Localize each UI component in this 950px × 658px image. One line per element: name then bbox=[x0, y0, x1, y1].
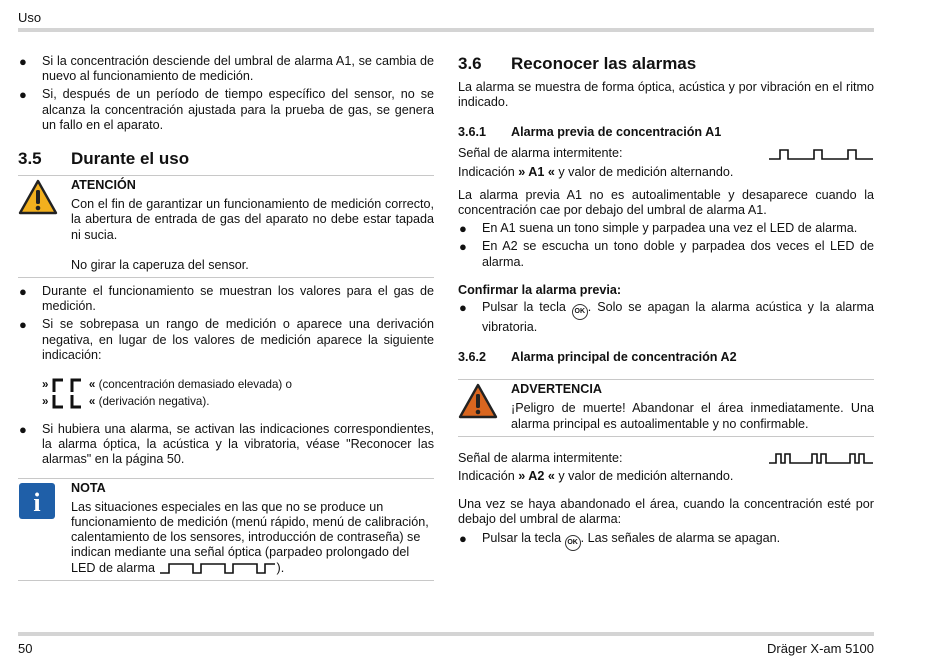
list-item: ● En A1 suena un tono simple y parpadea una vez el LED de alarma. bbox=[459, 221, 858, 237]
ok-key-icon: OK bbox=[565, 535, 581, 551]
list-item: ● Pulsar la tecla OK . Las señales de alarma se apagan. bbox=[458, 531, 874, 551]
caution-text: Con el fin de garantizar un funcionamiento de medición correcto, la abertura de entrada de gas del aparato no debe estar tapada ni sucia. bbox=[71, 197, 434, 242]
info-icon bbox=[18, 481, 71, 576]
display-line-overrange: » « (concentración demasiado elevada) o bbox=[42, 378, 292, 392]
signal-line-a2: Señal de alarma intermitente: bbox=[458, 451, 874, 466]
top-bullet-list bbox=[18, 54, 434, 133]
caution-text-2: No girar la caperuza del sensor. bbox=[71, 257, 249, 272]
caution-title: ATENCIÓN bbox=[71, 178, 136, 193]
a1-description: La alarma previa A1 no es autoalimentable y desaparece cuando la concentración cae por debajo del umbral de alarma A1. bbox=[458, 187, 874, 218]
caution-box bbox=[18, 175, 434, 278]
intro-text: La alarma se muestra de forma óptica, acústica y por vibración en el ritmo indicado. bbox=[458, 80, 874, 110]
note-text: Las situaciones especiales en las que no se produce un funcionamiento de medición (menú rápido, menú de calibración, calentamiento de los sensores, introducción de contraseña) se indican mediante una señal óptica (parpadeo prolongado del LED de alarma ). bbox=[71, 499, 429, 575]
note-box bbox=[18, 478, 434, 581]
subsection-heading-3-6-1: 3.6.1 Alarma previa de concentración A1 bbox=[458, 125, 722, 140]
section-heading-3-5: 3.5 Durante el uso bbox=[18, 149, 190, 169]
header-rule bbox=[18, 28, 874, 32]
alarm-bullet-list bbox=[18, 422, 434, 468]
display-line-negative: » « (derivación negativa). bbox=[42, 395, 210, 409]
display-indication bbox=[18, 376, 434, 410]
product-name: Dräger X-am 5100 bbox=[767, 641, 874, 656]
ok-key-icon: OK bbox=[572, 304, 588, 320]
indication-a1: Indicación » A1 « y valor de medición alternando. bbox=[458, 164, 734, 179]
confirm-bullet-list bbox=[458, 300, 874, 335]
left-column bbox=[18, 54, 434, 581]
list-item: ● Si hubiera una alarma, se activan las indicaciones correspondientes, la alarma óptica, la acústica y la vibratoria, véase "Reconocer las alarmas" en la página 50. bbox=[19, 422, 434, 467]
header-section: Uso bbox=[18, 10, 42, 25]
section-heading-3-6: 3.6 Reconocer las alarmas bbox=[458, 54, 697, 73]
a2-description: Una vez se haya abandonado el área, cuando la concentración esté por debajo del umbral de alarma: bbox=[458, 497, 874, 527]
long-blink-signal-icon bbox=[159, 561, 277, 575]
a1-bullet-list bbox=[458, 221, 874, 270]
note-title: NOTA bbox=[71, 480, 106, 495]
caution-icon bbox=[18, 178, 71, 273]
warning-box bbox=[458, 379, 874, 437]
single-blink-signal-icon bbox=[768, 147, 874, 161]
list-item: ● Durante el funcionamiento se muestran los valores para el gas de medición. bbox=[19, 284, 434, 314]
warning-text: ¡Peligro de muerte! Abandonar el área inmediatamente. Una alarma principal es autoalimentable y no confirmable. bbox=[511, 401, 874, 431]
subsection-heading-3-6-2: 3.6.2 Alarma principal de concentración A2 bbox=[458, 350, 737, 365]
page-number: 50 bbox=[18, 641, 33, 656]
indication-a2: Indicación » A2 « y valor de medición alternando. bbox=[458, 469, 734, 484]
footer-rule bbox=[18, 632, 874, 636]
list-item: ● Si, después de un período de tiempo específico del sensor, no se alcanza la concentración ajustada para la prueba de gas, se genera un fallo en el aparato. bbox=[19, 87, 434, 132]
confirm-title: Confirmar la alarma previa: bbox=[458, 282, 622, 297]
right-column bbox=[458, 54, 874, 554]
negative-drift-symbol bbox=[52, 394, 86, 410]
signal-line-a1: Señal de alarma intermitente: bbox=[458, 146, 874, 161]
mid-bullet-list bbox=[18, 284, 434, 363]
list-item: ● Pulsar la tecla OK . Solo se apagan la alarma acústica y la alarma vibratoria. bbox=[459, 300, 874, 335]
overrange-symbol bbox=[52, 377, 86, 393]
list-item: ● Si se sobrepasa un rango de medición o aparece una derivación negativa, en lugar de los valores de medición aparece la siguiente indicación: bbox=[19, 317, 434, 362]
double-blink-signal-icon bbox=[768, 451, 874, 465]
warning-icon bbox=[458, 382, 511, 432]
warning-title: ADVERTENCIA bbox=[511, 382, 602, 397]
list-item: ● En A2 se escucha un tono doble y parpadea dos veces el LED de alarma. bbox=[459, 239, 874, 269]
svg-text:i: i bbox=[33, 487, 41, 517]
a2-bullet-list bbox=[458, 531, 874, 551]
list-item: ● Si la concentración desciende del umbral de alarma A1, se cambia de nuevo al funcionamiento de medición. bbox=[19, 54, 434, 84]
